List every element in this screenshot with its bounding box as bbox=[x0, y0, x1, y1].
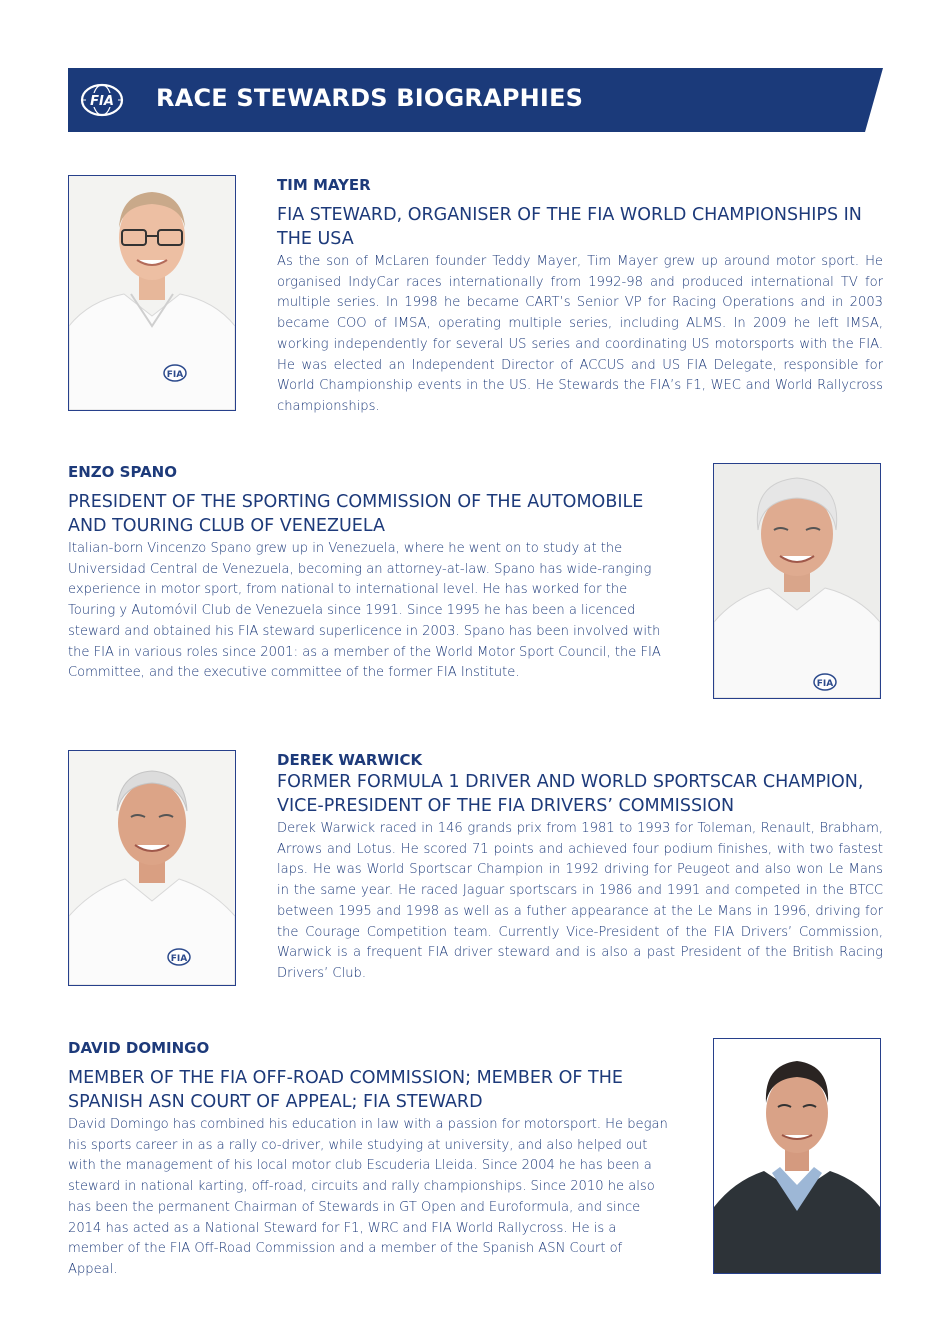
steward-bio: David Domingo has combined his education in law with a passion for motorsport. He began his sports career in as a rally co-driver, while studying at university, and also helped out with the management of his local motor club Escuderia Lleida. Since 2004 he has been a steward in national karting, off-road, circuits and rally championships. Since 2010 he also has been the permanent Chairman of Stewards in GT Open and Euroformula, and since 2014 has acted as a National Steward for F1, WRC and FIA World Rallycross. He is a member of the FIA Off-Road Commission and a member of the Spanish ASN Court of Appeal. bbox=[68, 1117, 668, 1277]
steward-bio: Derek Warwick raced in 146 grands prix from 1981 to 1993 for Toleman, Renault, Brabham, Arrows and Lotus. He scored 71 points and achieved four podium finishes, with two fastest laps. He was World Sportscar Champion in 1992 driving for Peugeot and also won Le Mans in the same year. He raced Jaguar sportscars in 1986 and 1991 and competed in the BTCC between 1995 and 1998 as well as a futher appearance at the Le Mans in 1996, driving for the Courage Competition team. Currently Vice-President of the FIA Drivers’ Commission, Warwick is a frequent FIA driver steward and is also a past President of the British Racing Drivers’ Club. bbox=[277, 821, 883, 981]
steward-role: PRESIDENT OF THE SPORTING COMMISSION OF THE AUTOMOBILE AND TOURING CLUB OF VENEZUELA bbox=[68, 492, 644, 536]
photo-badge-text: FIA bbox=[170, 954, 188, 964]
bio-enzo-spano bbox=[68, 463, 676, 684]
bio-tim-mayer bbox=[277, 176, 883, 418]
page-header bbox=[68, 68, 883, 132]
steward-name: DEREK WARWICK bbox=[277, 751, 423, 769]
page-title: RACE STEWARDS BIOGRAPHIES bbox=[156, 84, 584, 112]
steward-role: FORMER FORMULA 1 DRIVER AND WORLD SPORTSCAR CHAMPION, VICE-PRESIDENT OF THE FIA DRIVERS’ COMMISSION bbox=[277, 772, 864, 816]
bio-david-domingo bbox=[68, 1039, 668, 1281]
steward-bio: Italian-born Vincenzo Spano grew up in Venezuela, where he went on to study at the Universidad Central de Venezuela, becoming an attorney-at-law. Spano has wide-ranging experience in motor sport, from national to international level. He has worked for the Touring y Automóvil Club de Venezuela since 1991. Since 1995 he has been a licenced steward and obtained his FIA steward superlicence in 2003. Spano has been involved with the FIA in various roles since 2001: as a member of the World Motor Sport Council, the FIA Committee, and the executive committee of the former FIA Institute. bbox=[68, 541, 661, 681]
photo-badge-text: FIA bbox=[816, 679, 834, 689]
logo-text: FIA bbox=[90, 94, 114, 109]
steward-name: ENZO SPANO bbox=[68, 463, 177, 481]
bio-derek-warwick bbox=[277, 751, 883, 985]
photo-badge-text: FIA bbox=[166, 370, 184, 380]
steward-name: DAVID DOMINGO bbox=[68, 1039, 210, 1057]
steward-photo-tim-mayer bbox=[68, 175, 236, 411]
steward-name: TIM MAYER bbox=[277, 176, 371, 194]
steward-bio: As the son of McLaren founder Teddy Mayer, Tim Mayer grew up around motor sport. He organised IndyCar races internationally from 1992-98 and produced international TV for multiple series. In 1998 he became CART’s Senior VP for Racing Operations and in 2003 became COO of IMSA, operating multiple series, including ALMS. In 2009 he left IMSA, working independently for several US series and coordinating US motorsports with the FIA. He was elected an Independent Director of ACCUS and US FIA Delegate, responsible for World Championship events in the US. He Stewards the FIA’s F1, WEC and World Rallycross championships. bbox=[277, 254, 883, 414]
steward-photo-derek-warwick bbox=[68, 750, 236, 986]
steward-role: MEMBER OF THE FIA OFF-ROAD COMMISSION; MEMBER OF THE SPANISH ASN COURT OF APPEAL; FIA STEWARD bbox=[68, 1068, 623, 1112]
steward-role: FIA STEWARD, ORGANISER OF THE FIA WORLD CHAMPIONSHIPS IN THE USA bbox=[277, 205, 862, 249]
fia-logo bbox=[80, 83, 124, 117]
steward-photo-enzo-spano bbox=[713, 463, 881, 699]
steward-photo-david-domingo bbox=[713, 1038, 881, 1274]
